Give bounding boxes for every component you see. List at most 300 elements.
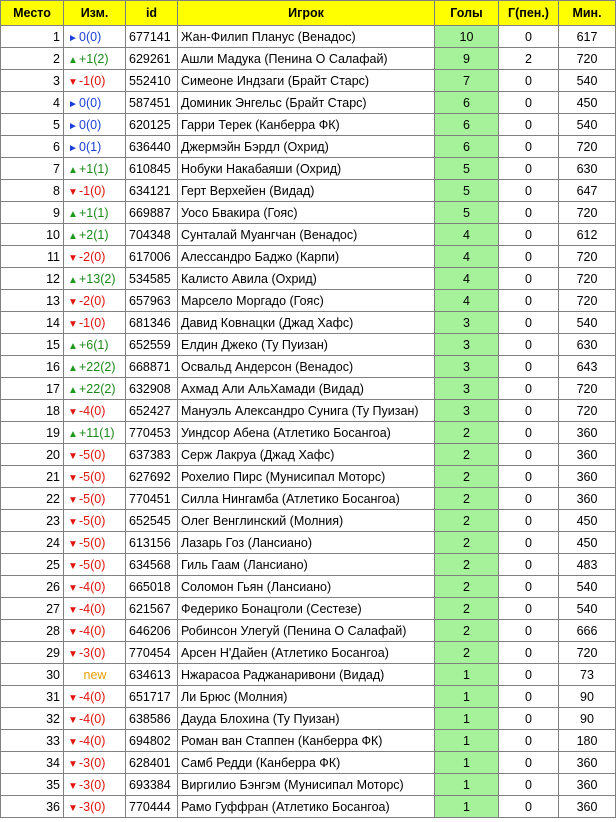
player-cell: Федерико Бонацголи (Сестезе) — [178, 598, 435, 620]
triangle-down-icon: ▼ — [68, 516, 78, 528]
minutes-cell: 720 — [559, 642, 616, 664]
header-row — [1, 1, 616, 26]
player-cell: Мануэль Александро Сунига (Ту Пуизан) — [178, 400, 435, 422]
table-row — [1, 158, 616, 180]
change-cell — [64, 730, 126, 752]
table-row — [1, 444, 616, 466]
penalties-cell: 0 — [499, 796, 559, 818]
change-value: -1(0) — [79, 73, 106, 88]
triangle-down-icon: ▼ — [68, 296, 78, 308]
change-cell — [64, 246, 126, 268]
place-cell: 12 — [1, 268, 64, 290]
change-cell — [64, 444, 126, 466]
table-row — [1, 466, 616, 488]
triangle-down-icon: ▼ — [68, 186, 78, 198]
change-value: -4(0) — [79, 623, 106, 638]
header-minutes: Мин. — [559, 1, 616, 26]
id-cell: 652427 — [126, 400, 178, 422]
change-cell — [64, 774, 126, 796]
penalties-cell: 2 — [499, 48, 559, 70]
change-cell — [64, 92, 126, 114]
player-cell: Ашли Мадука (Пенина О Салафай) — [178, 48, 435, 70]
triangle-right-icon: ► — [68, 98, 78, 110]
player-cell: Калисто Авила (Охрид) — [178, 268, 435, 290]
penalties-cell: 0 — [499, 664, 559, 686]
penalties-cell: 0 — [499, 70, 559, 92]
change-cell — [64, 312, 126, 334]
minutes-cell: 90 — [559, 708, 616, 730]
triangle-down-icon: ▼ — [68, 736, 78, 748]
table-row — [1, 400, 616, 422]
goals-cell: 4 — [435, 224, 499, 246]
penalties-cell: 0 — [499, 598, 559, 620]
player-cell: Гарри Терек (Канберра ФК) — [178, 114, 435, 136]
goals-cell: 5 — [435, 158, 499, 180]
goals-cell: 10 — [435, 26, 499, 48]
minutes-cell: 720 — [559, 290, 616, 312]
player-cell: Силла Нингамба (Атлетико Босангоа) — [178, 488, 435, 510]
change-value: 0(0) — [79, 117, 102, 132]
goals-cell: 1 — [435, 774, 499, 796]
change-value: -5(0) — [79, 447, 106, 462]
penalties-cell: 0 — [499, 422, 559, 444]
triangle-up-icon: ▲ — [68, 340, 78, 352]
triangle-up-icon: ▲ — [68, 274, 78, 286]
place-cell: 35 — [1, 774, 64, 796]
player-cell: Марсело Моргадо (Гояс) — [178, 290, 435, 312]
minutes-cell: 360 — [559, 752, 616, 774]
change-value: -4(0) — [79, 403, 106, 418]
table-row — [1, 510, 616, 532]
goals-cell: 1 — [435, 664, 499, 686]
change-value: -3(0) — [79, 645, 106, 660]
table-row — [1, 378, 616, 400]
player-cell: Дауда Блохина (Ту Пуизан) — [178, 708, 435, 730]
penalties-cell: 0 — [499, 554, 559, 576]
player-cell: Ахмад Али АльХамади (Видад) — [178, 378, 435, 400]
table-row — [1, 796, 616, 818]
change-cell — [64, 488, 126, 510]
goals-cell: 1 — [435, 686, 499, 708]
triangle-down-icon: ▼ — [68, 76, 78, 88]
player-cell: Ли Брюс (Молния) — [178, 686, 435, 708]
goals-cell: 7 — [435, 70, 499, 92]
change-value: +1(1) — [79, 161, 109, 176]
player-cell: Герт Верхейен (Видад) — [178, 180, 435, 202]
goals-cell: 2 — [435, 510, 499, 532]
minutes-cell: 720 — [559, 400, 616, 422]
table-row — [1, 26, 616, 48]
change-cell — [64, 510, 126, 532]
id-cell: 617006 — [126, 246, 178, 268]
triangle-down-icon: ▼ — [68, 472, 78, 484]
table-row — [1, 334, 616, 356]
table-header — [1, 1, 616, 26]
place-cell: 9 — [1, 202, 64, 224]
change-cell — [64, 70, 126, 92]
table-row — [1, 620, 616, 642]
penalties-cell: 0 — [499, 114, 559, 136]
id-cell: 657963 — [126, 290, 178, 312]
id-cell: 694802 — [126, 730, 178, 752]
goals-cell: 2 — [435, 532, 499, 554]
id-cell: 621567 — [126, 598, 178, 620]
minutes-cell: 360 — [559, 422, 616, 444]
minutes-cell: 73 — [559, 664, 616, 686]
change-value: +6(1) — [79, 337, 109, 352]
goals-cell: 2 — [435, 422, 499, 444]
place-cell: 20 — [1, 444, 64, 466]
id-cell: 628401 — [126, 752, 178, 774]
triangle-up-icon: ▲ — [68, 384, 78, 396]
player-cell: Робинсон Улегуй (Пенина О Салафай) — [178, 620, 435, 642]
goals-cell: 1 — [435, 752, 499, 774]
table-row — [1, 312, 616, 334]
place-cell: 4 — [1, 92, 64, 114]
triangle-down-icon: ▼ — [68, 604, 78, 616]
penalties-cell: 0 — [499, 180, 559, 202]
id-cell: 770444 — [126, 796, 178, 818]
change-cell — [64, 136, 126, 158]
id-cell: 629261 — [126, 48, 178, 70]
triangle-down-icon: ▼ — [68, 802, 78, 814]
triangle-down-icon: ▼ — [68, 648, 78, 660]
minutes-cell: 720 — [559, 378, 616, 400]
minutes-cell: 720 — [559, 136, 616, 158]
goals-cell: 2 — [435, 598, 499, 620]
goals-cell: 2 — [435, 620, 499, 642]
place-cell: 3 — [1, 70, 64, 92]
player-cell: Лазарь Гоз (Лансиано) — [178, 532, 435, 554]
table-row — [1, 774, 616, 796]
minutes-cell: 720 — [559, 202, 616, 224]
triangle-down-icon: ▼ — [68, 780, 78, 792]
header-goals: Голы — [435, 1, 499, 26]
id-cell: 677141 — [126, 26, 178, 48]
penalties-cell: 0 — [499, 158, 559, 180]
change-cell — [64, 796, 126, 818]
header-place: Место — [1, 1, 64, 26]
player-cell: Рохелио Пирс (Мунисипал Моторс) — [178, 466, 435, 488]
goals-cell: 6 — [435, 114, 499, 136]
goals-cell: 2 — [435, 488, 499, 510]
penalties-cell: 0 — [499, 312, 559, 334]
player-cell: Серж Лакруа (Джад Хафс) — [178, 444, 435, 466]
minutes-cell: 647 — [559, 180, 616, 202]
table-body — [1, 26, 616, 818]
player-cell: Роман ван Стаппен (Канберра ФК) — [178, 730, 435, 752]
player-cell: Рамо Гуффран (Атлетико Босангоа) — [178, 796, 435, 818]
change-value: +22(2) — [79, 381, 116, 396]
header-change: Изм. — [64, 1, 126, 26]
penalties-cell: 0 — [499, 268, 559, 290]
place-cell: 34 — [1, 752, 64, 774]
triangle-down-icon: ▼ — [68, 494, 78, 506]
player-cell: Джермэйн Бэрдл (Охрид) — [178, 136, 435, 158]
player-cell: Соломон Гьян (Лансиано) — [178, 576, 435, 598]
table-row — [1, 114, 616, 136]
change-value: +11(1) — [79, 425, 115, 440]
player-cell: Симеоне Индзаги (Брайт Старс) — [178, 70, 435, 92]
id-cell: 770451 — [126, 488, 178, 510]
goals-cell: 2 — [435, 444, 499, 466]
minutes-cell: 360 — [559, 444, 616, 466]
place-cell: 10 — [1, 224, 64, 246]
penalties-cell: 0 — [499, 246, 559, 268]
penalties-cell: 0 — [499, 356, 559, 378]
player-cell: Сунталай Муангчан (Венадос) — [178, 224, 435, 246]
id-cell: 534585 — [126, 268, 178, 290]
change-value: +1(1) — [79, 205, 109, 220]
table-row — [1, 642, 616, 664]
change-cell — [64, 466, 126, 488]
change-cell — [64, 400, 126, 422]
table-row — [1, 136, 616, 158]
penalties-cell: 0 — [499, 488, 559, 510]
change-cell — [64, 708, 126, 730]
place-cell: 11 — [1, 246, 64, 268]
penalties-cell: 0 — [499, 334, 559, 356]
triangle-right-icon: ► — [68, 120, 78, 132]
minutes-cell: 617 — [559, 26, 616, 48]
player-cell: Уосо Бвакира (Гояс) — [178, 202, 435, 224]
id-cell: 665018 — [126, 576, 178, 598]
change-value: 0(0) — [79, 95, 102, 110]
change-value: +13(2) — [79, 271, 116, 286]
id-cell: 704348 — [126, 224, 178, 246]
change-cell — [64, 598, 126, 620]
table-row — [1, 752, 616, 774]
change-cell — [64, 686, 126, 708]
minutes-cell: 720 — [559, 246, 616, 268]
penalties-cell: 0 — [499, 752, 559, 774]
minutes-cell: 360 — [559, 466, 616, 488]
change-cell — [64, 576, 126, 598]
minutes-cell: 540 — [559, 70, 616, 92]
id-cell: 613156 — [126, 532, 178, 554]
triangle-right-icon: ► — [68, 142, 78, 154]
penalties-cell: 0 — [499, 774, 559, 796]
minutes-cell: 90 — [559, 686, 616, 708]
penalties-cell: 0 — [499, 224, 559, 246]
change-cell — [64, 334, 126, 356]
change-value: -4(0) — [79, 689, 106, 704]
place-cell: 24 — [1, 532, 64, 554]
goals-cell: 2 — [435, 554, 499, 576]
change-value: -1(0) — [79, 315, 106, 330]
goals-cell: 5 — [435, 202, 499, 224]
table-row — [1, 554, 616, 576]
change-cell — [64, 180, 126, 202]
goals-cell: 6 — [435, 92, 499, 114]
minutes-cell: 450 — [559, 510, 616, 532]
minutes-cell: 450 — [559, 532, 616, 554]
minutes-cell: 666 — [559, 620, 616, 642]
goals-cell: 1 — [435, 796, 499, 818]
place-cell: 14 — [1, 312, 64, 334]
place-cell: 31 — [1, 686, 64, 708]
place-cell: 36 — [1, 796, 64, 818]
change-cell — [64, 422, 126, 444]
change-value: -3(0) — [79, 777, 106, 792]
place-cell: 15 — [1, 334, 64, 356]
change-value: -2(0) — [79, 249, 106, 264]
penalties-cell: 0 — [499, 290, 559, 312]
minutes-cell: 360 — [559, 796, 616, 818]
penalties-cell: 0 — [499, 510, 559, 532]
goals-cell: 1 — [435, 708, 499, 730]
id-cell: 770454 — [126, 642, 178, 664]
table-row — [1, 488, 616, 510]
goals-cell: 6 — [435, 136, 499, 158]
minutes-cell: 360 — [559, 774, 616, 796]
goals-cell: 3 — [435, 312, 499, 334]
penalties-cell: 0 — [499, 26, 559, 48]
change-cell — [64, 26, 126, 48]
place-cell: 19 — [1, 422, 64, 444]
id-cell: 652545 — [126, 510, 178, 532]
change-value: -4(0) — [79, 601, 106, 616]
minutes-cell: 360 — [559, 488, 616, 510]
table-row — [1, 532, 616, 554]
change-cell — [64, 532, 126, 554]
player-cell: Алессандро Баджо (Карпи) — [178, 246, 435, 268]
change-value: -2(0) — [79, 293, 106, 308]
goals-cell: 2 — [435, 576, 499, 598]
id-cell: 636440 — [126, 136, 178, 158]
change-cell — [64, 224, 126, 246]
player-cell: Елдин Джеко (Ту Пуизан) — [178, 334, 435, 356]
goals-cell: 5 — [435, 180, 499, 202]
player-cell: Арсен Н'Дайен (Атлетико Босангоа) — [178, 642, 435, 664]
change-cell — [64, 642, 126, 664]
table-row — [1, 290, 616, 312]
penalties-cell: 0 — [499, 202, 559, 224]
table-row — [1, 48, 616, 70]
triangle-down-icon: ▼ — [68, 692, 78, 704]
change-value: -4(0) — [79, 733, 106, 748]
place-cell: 21 — [1, 466, 64, 488]
player-cell: Гиль Гаам (Лансиано) — [178, 554, 435, 576]
triangle-down-icon: ▼ — [68, 450, 78, 462]
penalties-cell: 0 — [499, 730, 559, 752]
goals-cell: 4 — [435, 290, 499, 312]
penalties-cell: 0 — [499, 642, 559, 664]
penalties-cell: 0 — [499, 400, 559, 422]
id-cell: 693384 — [126, 774, 178, 796]
table-row — [1, 422, 616, 444]
change-cell — [64, 752, 126, 774]
id-cell: 634613 — [126, 664, 178, 686]
id-cell: 632908 — [126, 378, 178, 400]
player-cell: Нобуки Накабаяши (Охрид) — [178, 158, 435, 180]
table-row — [1, 246, 616, 268]
place-cell: 2 — [1, 48, 64, 70]
change-value: -5(0) — [79, 491, 106, 506]
player-cell: Доминик Энгельс (Брайт Старс) — [178, 92, 435, 114]
penalties-cell: 0 — [499, 532, 559, 554]
triangle-up-icon: ▲ — [68, 54, 78, 66]
place-cell: 8 — [1, 180, 64, 202]
table-row — [1, 708, 616, 730]
minutes-cell: 180 — [559, 730, 616, 752]
change-value: -1(0) — [79, 183, 106, 198]
player-cell: Давид Ковнацки (Джад Хафс) — [178, 312, 435, 334]
triangle-up-icon: ▲ — [68, 362, 78, 374]
place-cell: 27 — [1, 598, 64, 620]
table-row — [1, 70, 616, 92]
player-cell: Освальд Андерсон (Венадос) — [178, 356, 435, 378]
place-cell: 13 — [1, 290, 64, 312]
id-cell: 634568 — [126, 554, 178, 576]
change-value: -3(0) — [79, 799, 106, 814]
place-cell: 33 — [1, 730, 64, 752]
table-row — [1, 576, 616, 598]
change-cell — [64, 378, 126, 400]
goals-cell: 2 — [435, 642, 499, 664]
player-cell: Виргилио Бэнгэм (Мунисипал Моторс) — [178, 774, 435, 796]
player-cell: Уиндсор Абена (Атлетико Босангоа) — [178, 422, 435, 444]
triangle-up-icon: ▲ — [68, 164, 78, 176]
place-cell: 32 — [1, 708, 64, 730]
change-cell: new — [64, 664, 126, 686]
id-cell: 770453 — [126, 422, 178, 444]
table-row — [1, 686, 616, 708]
table-row — [1, 92, 616, 114]
triangle-up-icon: ▲ — [68, 230, 78, 242]
place-cell: 26 — [1, 576, 64, 598]
place-cell: 28 — [1, 620, 64, 642]
goals-cell: 1 — [435, 730, 499, 752]
place-cell: 16 — [1, 356, 64, 378]
player-cell: Самб Редди (Канберра ФК) — [178, 752, 435, 774]
penalties-cell: 0 — [499, 466, 559, 488]
goals-cell: 3 — [435, 356, 499, 378]
change-cell — [64, 114, 126, 136]
minutes-cell: 720 — [559, 268, 616, 290]
goals-cell: 3 — [435, 334, 499, 356]
player-cell: Олег Венглинский (Молния) — [178, 510, 435, 532]
penalties-cell: 0 — [499, 620, 559, 642]
minutes-cell: 630 — [559, 334, 616, 356]
table-row — [1, 268, 616, 290]
minutes-cell: 540 — [559, 312, 616, 334]
goals-cell: 4 — [435, 246, 499, 268]
table-row — [1, 202, 616, 224]
id-cell: 638586 — [126, 708, 178, 730]
id-cell: 634121 — [126, 180, 178, 202]
change-value: -5(0) — [79, 535, 106, 550]
minutes-cell: 540 — [559, 576, 616, 598]
penalties-cell: 0 — [499, 576, 559, 598]
id-cell: 681346 — [126, 312, 178, 334]
minutes-cell: 450 — [559, 92, 616, 114]
header-penalties: Г(пен.) — [499, 1, 559, 26]
triangle-down-icon: ▼ — [68, 582, 78, 594]
header-id: id — [126, 1, 178, 26]
triangle-down-icon: ▼ — [68, 714, 78, 726]
triangle-down-icon: ▼ — [68, 538, 78, 550]
goals-cell: 4 — [435, 268, 499, 290]
header-player: Игрок — [178, 1, 435, 26]
change-cell — [64, 620, 126, 642]
triangle-up-icon: ▲ — [68, 428, 78, 440]
change-value: -4(0) — [79, 579, 106, 594]
id-cell: 668871 — [126, 356, 178, 378]
table-row — [1, 730, 616, 752]
id-cell: 646206 — [126, 620, 178, 642]
player-cell: Жан-Филип Планус (Венадос) — [178, 26, 435, 48]
